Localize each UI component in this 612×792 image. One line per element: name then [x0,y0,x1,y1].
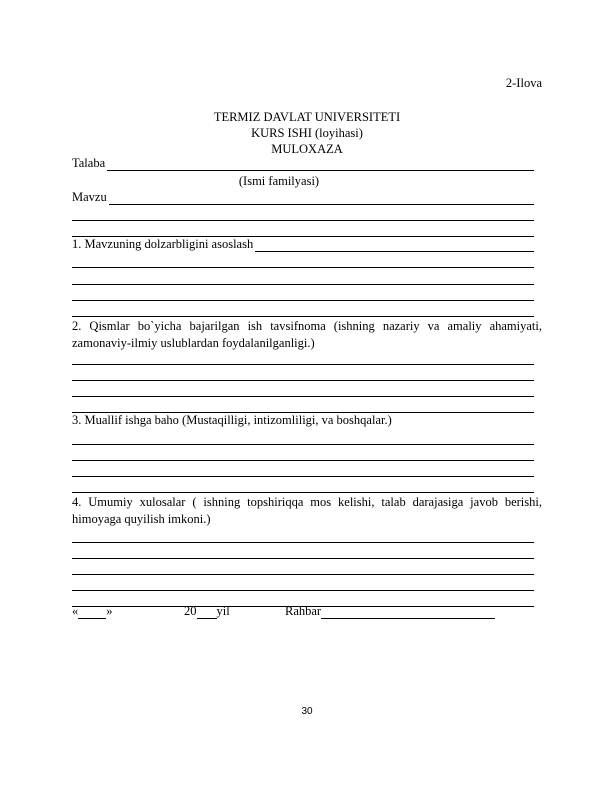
section1-line[interactable] [72,300,534,301]
section3-line[interactable] [72,460,534,461]
section2-line[interactable] [72,364,534,365]
quote-open: « [72,604,79,618]
supervisor-label: Rahbar [285,604,322,618]
section2-text: 2. Qismlar bo`yicha bajarilgan ish tavsifnoma (ishning nazariy va amaliy ahamiyati, zamonaviy-ilmiy uslublardan foydalanilganligi.) [72,319,542,350]
quote-close: » [106,604,113,618]
section3-line[interactable] [72,476,534,477]
section4-line[interactable] [72,574,534,575]
section4-line[interactable] [72,542,534,543]
year-digits-field[interactable] [197,606,217,619]
section4-text: 4. Umumiy xulosalar ( ishning topshiriqqa mos kelishi, talab darajasiga javob berishi, himoyaga quyilish imkoni.) [72,495,542,526]
topic-label: Mavzu [72,190,107,204]
day-field[interactable] [78,606,106,619]
section1-field[interactable] [255,239,534,252]
signature-row [72,604,542,620]
student-row [72,156,534,171]
section2-line[interactable] [72,396,534,397]
section1-line[interactable] [72,267,534,268]
section1-row [72,237,534,252]
section2-line[interactable] [72,380,534,381]
date-field [72,604,113,619]
page-number: 30 [301,706,313,717]
supervisor-signature [285,604,495,619]
work-type: KURS ISHI (loyihasi) [251,126,363,140]
year-prefix: 20 [184,604,197,618]
student-sublabel: (Ismi familyasi) [238,174,320,188]
student-label: Talaba [72,156,106,170]
section1-label: 1. Mavzuning dolzarbligini asoslash [72,237,254,251]
year-suffix: yil [216,604,230,618]
section1-line[interactable] [72,316,534,317]
section3-line[interactable] [72,492,534,493]
topic-line[interactable] [72,220,534,221]
section4-line[interactable] [72,558,534,559]
section3-text: 3. Muallif ishga baho (Mustaqilligi, intizomliligi, va boshqalar.) [72,413,392,427]
appendix-label: 2-Ilova [505,76,542,90]
document-page [72,0,542,792]
section3-line[interactable] [72,444,534,445]
university-name: TERMIZ DAVLAT UNIVERSITETI [213,110,401,124]
document-title: MULOXAZA [271,142,343,156]
topic-row [72,190,534,205]
student-name-field[interactable] [107,158,534,171]
topic-field[interactable] [109,192,534,205]
supervisor-field[interactable] [321,606,495,619]
year-field [184,604,230,619]
section4-line[interactable] [72,590,534,591]
section1-line[interactable] [72,284,534,285]
